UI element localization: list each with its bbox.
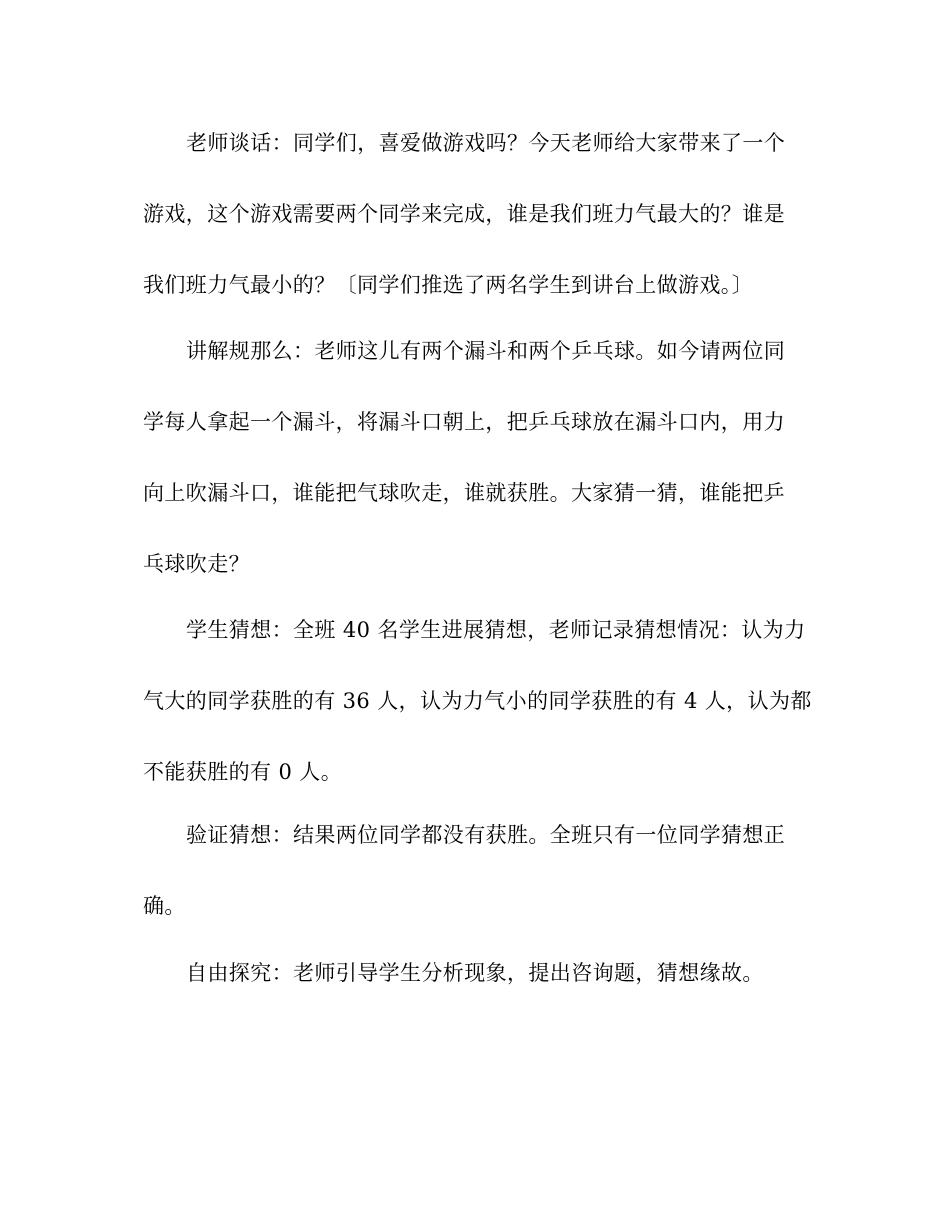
paragraph-guess-line-1: 学生猜想：全班 40 名学生进展猜想，老师记录猜想情况：认为力 (186, 618, 806, 642)
paragraph-explore-line-1: 自由探究：老师引导学生分析现象，提出咨询题，猜想缘故。 (186, 961, 764, 985)
paragraph-rules-line-3: 向上吹漏斗口，谁能把气球吹走，谁就获胜。大家猜一猜，谁能把乒 (143, 481, 785, 505)
paragraph-rules-line-2: 学每人拿起一个漏斗，将漏斗口朝上，把乒乓球放在漏斗口内，用力 (143, 410, 785, 434)
paragraph-verify-line-1: 验证猜想：结果两位同学都没有获胜。全班只有一位同学猜想正 (186, 823, 786, 847)
paragraph-verify-line-2: 确。 (143, 894, 186, 918)
paragraph-guess-line-3: 不能获胜的有 0 人。 (143, 760, 343, 784)
paragraph-rules-line-1: 讲解规那么：老师这儿有两个漏斗和两个乒乓球。如今请两位同 (186, 339, 786, 363)
paragraph-teacher-talk-line-2: 游戏，这个游戏需要两个同学来完成，谁是我们班力气最大的？谁是 (143, 202, 785, 226)
paragraph-rules-line-4: 乓球吹走？ (143, 552, 250, 576)
paragraph-teacher-talk-line-3: 我们班力气最小的？〔同学们推选了两名学生到讲台上做游戏。〕 (143, 273, 754, 297)
paragraph-guess-line-2: 气大的同学获胜的有 36 人，认为力气小的同学获胜的有 4 人，认为都 (143, 689, 812, 713)
paragraph-teacher-talk-line-1: 老师谈话：同学们，喜爱做游戏吗？今天老师给大家带来了一个 (186, 131, 786, 155)
